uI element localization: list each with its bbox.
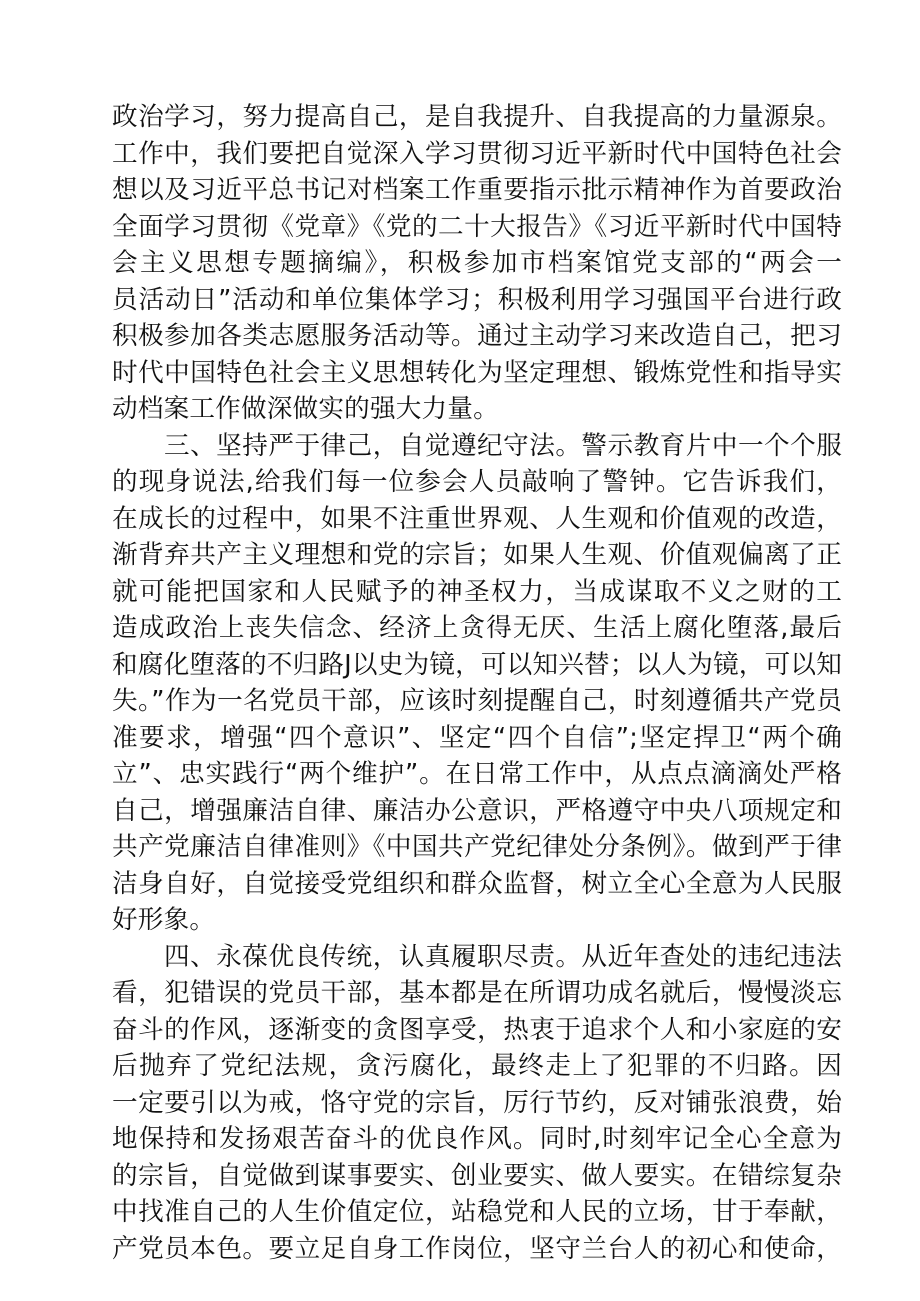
text-line: 时代中国特色社会主义思想转化为坚定理想、锻炼党性和指导实 bbox=[112, 357, 842, 388]
text-line: 看，犯错误的党员干部，基本都是在所谓功成名就后，慢慢淡忘 bbox=[112, 978, 842, 1008]
text-line: 的现身说法,给我们每一位参会人员敲响了警钟。它告诉我们， bbox=[112, 467, 842, 497]
text-line: 好形象。 bbox=[112, 905, 216, 935]
text-line: 立”、忠实践行“两个维护”。在日常工作中，从点点滴滴处严格 bbox=[112, 759, 842, 789]
text-line: 在成长的过程中，如果不注重世界观、人生观和价值观的改造， bbox=[112, 503, 842, 534]
text-line: 动档案工作做深做实的强大力量。 bbox=[112, 394, 499, 424]
text-line: 四、永葆优良传统，认真履职尽责。从近年查处的违纪违法 bbox=[164, 941, 842, 972]
text-line: 自己，增强廉洁自律、廉洁办公意识，严格遵守中央八项规定和 bbox=[112, 795, 842, 826]
text-line: 中找准自己的人生价值定位，站稳党和人民的立场，甘于奉献， bbox=[112, 1197, 842, 1227]
text-line: 洁身自好，自觉接受党组织和群众监督，树立全心全意为人民服 bbox=[112, 868, 842, 899]
document-body bbox=[112, 99, 842, 1267]
text-line: 和腐化堕落的不归路J以史为镜，可以知兴替；以人为镜，可以知 bbox=[112, 649, 842, 680]
text-line: 造成政治上丧失信念、经济上贪得无厌、生活上腐化堕落,最后 bbox=[112, 613, 842, 643]
text-line: 奋斗的作风，逐渐变的贪图享受，热衷于追求个人和小家庭的安 bbox=[112, 1014, 842, 1045]
paragraph-political-study bbox=[112, 99, 842, 428]
text-line: 准要求，增强“四个意识”、坚定“四个自信”;坚定捍卫“两个确 bbox=[112, 722, 842, 753]
text-line: 会主义思想专题摘编》，积极参加市档案馆党支部的“两会一 bbox=[112, 248, 842, 278]
text-line: 一定要引以为戒，恪守党的宗旨，厉行节约，反对铺张浪费，始 bbox=[112, 1087, 842, 1118]
text-line: 三、坚持严于律己，自觉遵纪守法。警示教育片中一个个服 bbox=[164, 430, 842, 461]
text-line: 积极参加各类志愿服务活动等。通过主动学习来改造自己，把习 bbox=[112, 321, 842, 351]
text-line: 政治学习，努力提高自己，是自我提升、自我提高的力量源泉。 bbox=[112, 102, 842, 132]
paragraph-self-discipline bbox=[112, 428, 842, 939]
text-line: 的宗旨，自觉做到谋事要实、创业要实、做人要实。在错综复杂 bbox=[112, 1160, 842, 1191]
text-line: 后抛弃了党纪法规，贪污腐化，最终走上了犯罪的不归路。因 bbox=[112, 1051, 842, 1081]
text-line: 失。”作为一名党员干部，应该时刻提醒自己，时刻遵循共产党员 bbox=[112, 686, 842, 716]
text-line: 地保持和发扬艰苦奋斗的优良作风。同时,时刻牢记全心全意为 bbox=[112, 1124, 842, 1154]
text-line: 渐背弃共产主义理想和党的宗旨；如果人生观、价值观偏离了正 bbox=[112, 540, 842, 570]
text-line: 员活动日”活动和单位集体学习；积极利用学习强国平台进行政 bbox=[112, 284, 842, 315]
text-line: 工作中，我们要把自觉深入学习贯彻习近平新时代中国特色社会 bbox=[112, 138, 842, 169]
text-line: 全面学习贯彻《党章》《党的二十大报告》《习近平新时代中国特 bbox=[112, 211, 842, 242]
text-line: 想以及习近平总书记对档案工作重要指示批示精神作为首要政治 bbox=[112, 175, 842, 205]
text-line: 共产党廉洁自律准则》《中国共产党纪律处分条例》。做到严于律 bbox=[112, 832, 842, 862]
text-line: 产党员本色。要立足自身工作岗位，坚守兰台人的初心和使命， bbox=[112, 1233, 842, 1264]
paragraph-fine-tradition bbox=[112, 939, 842, 1268]
text-line: 就可能把国家和人民赋予的神圣权力，当成谋取不义之财的工 bbox=[112, 576, 842, 607]
